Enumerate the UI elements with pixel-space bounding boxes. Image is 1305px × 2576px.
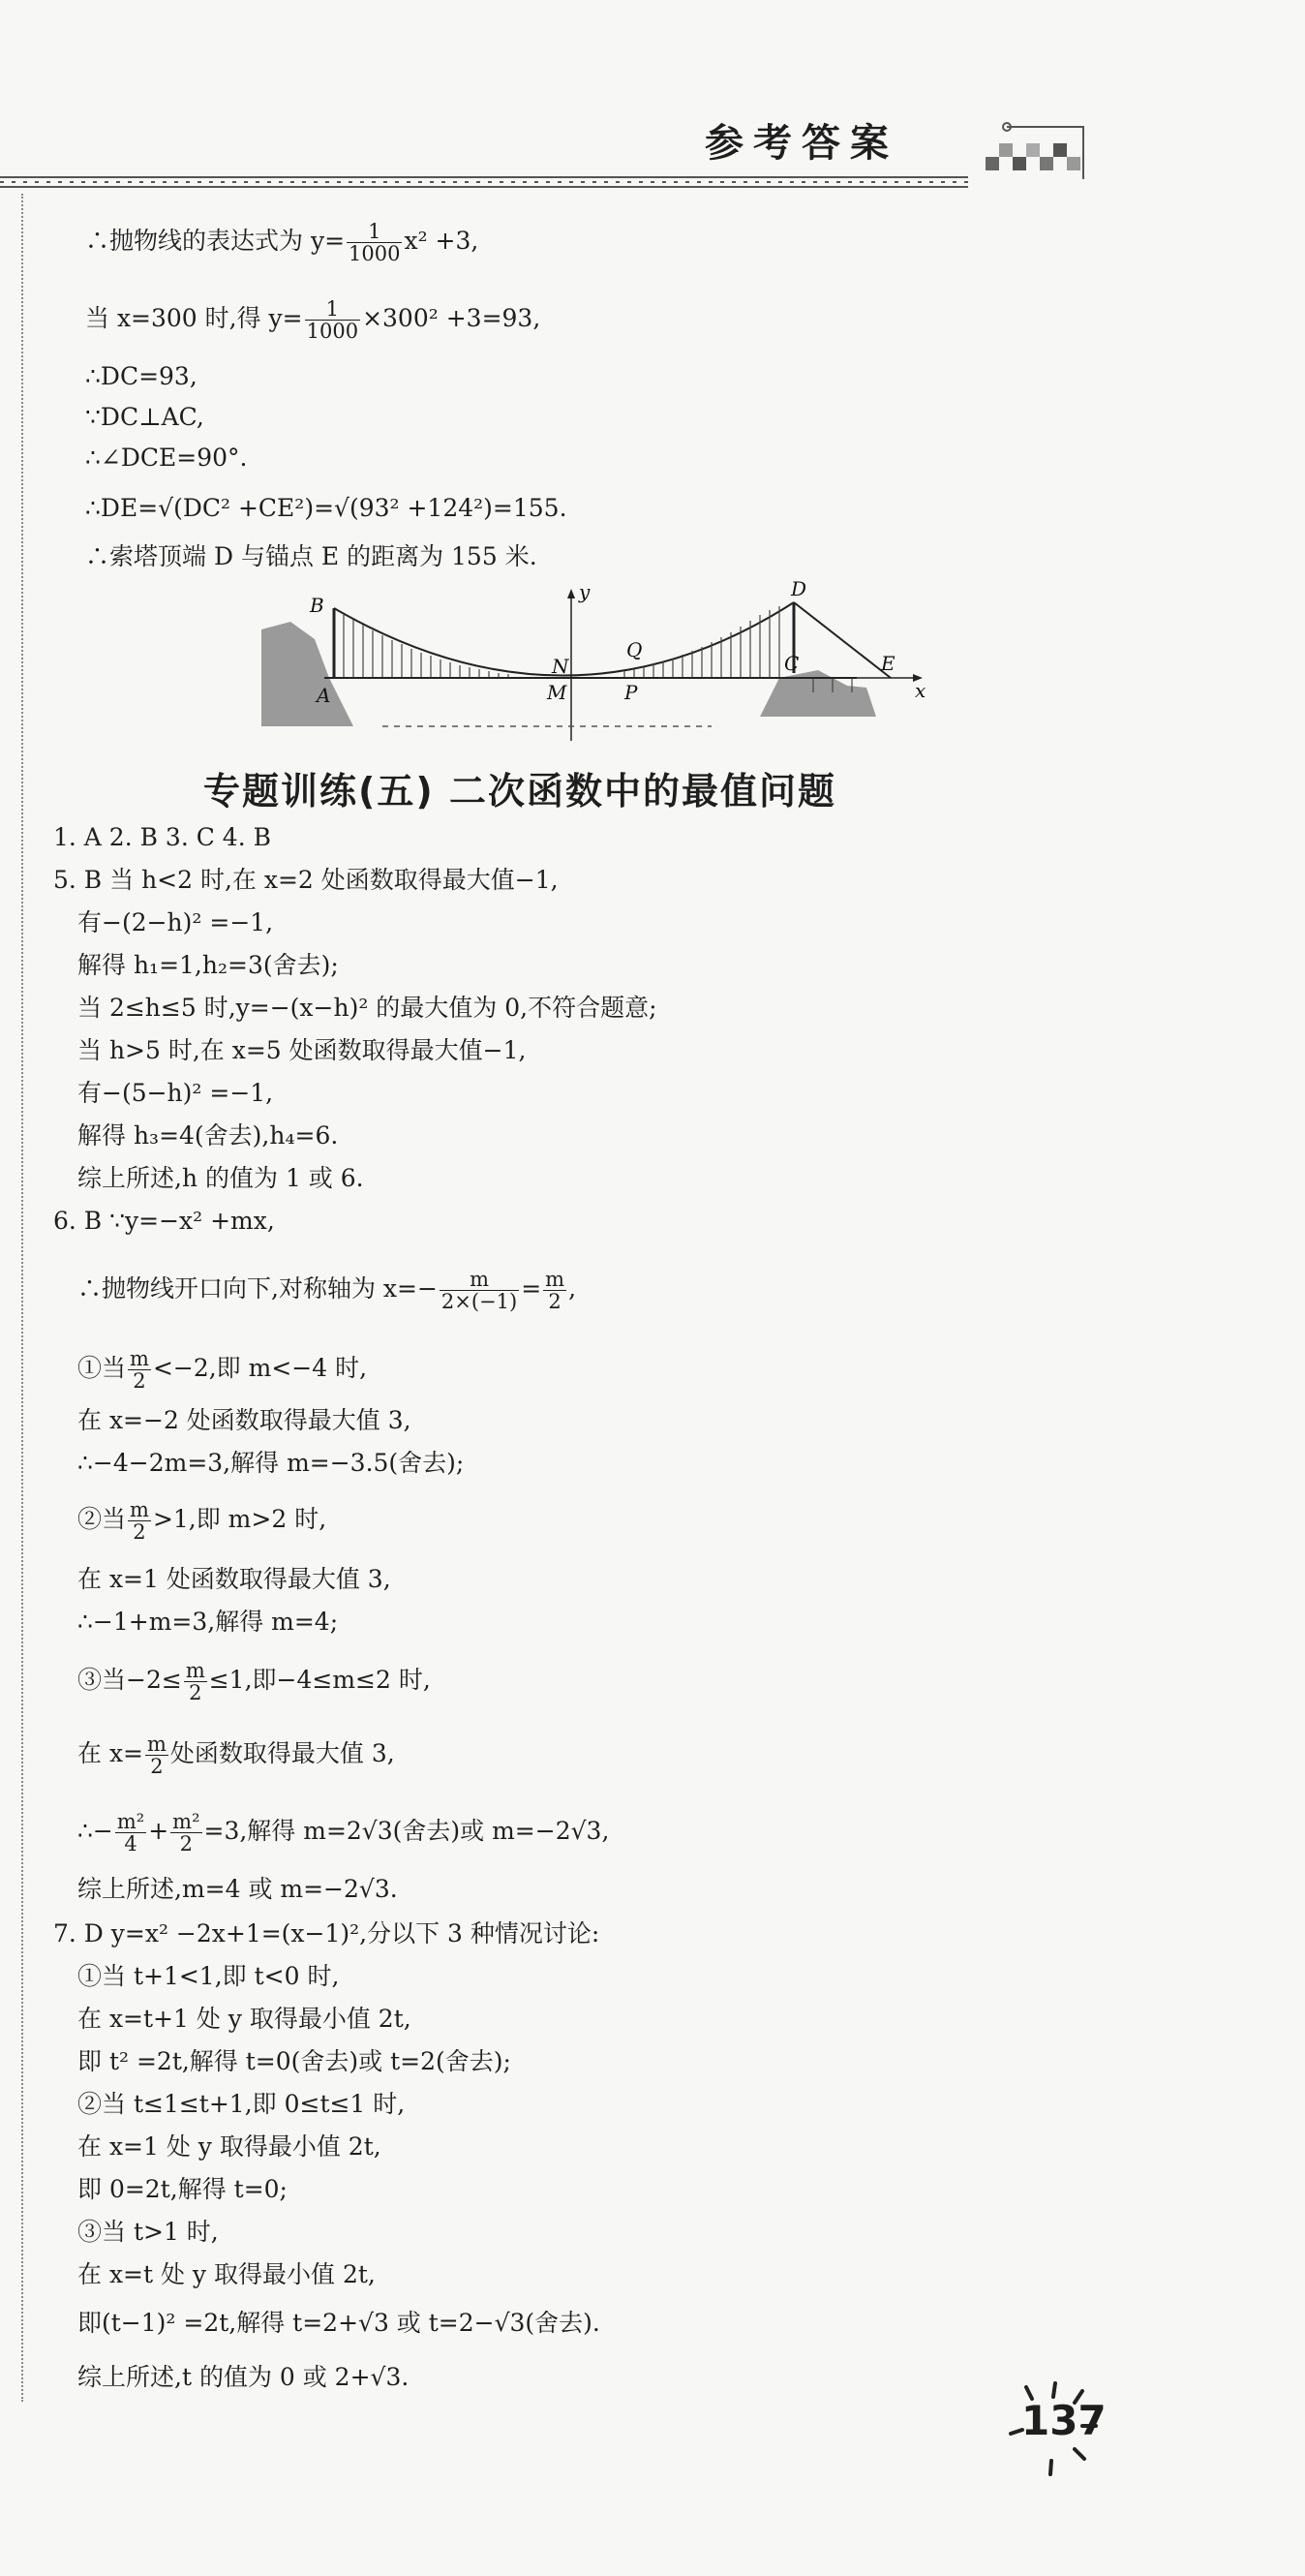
answer-5-line-8: 综上所述,h 的值为 1 或 6. [77,1164,364,1192]
answer-7-line-10: 即(t−1)² =2t,解得 t=2+√3 或 t=2−√3(舍去). [77,2309,600,2337]
answer-7-line-5: ②当 t≤1≤t+1,即 0≤t≤1 时, [77,2090,406,2118]
page-number: 137 [1021,2397,1107,2444]
label-n: N [552,655,569,678]
label-a: A [317,684,331,707]
answer-7-line-3: 在 x=t+1 处 y 取得最小值 2t, [77,2005,411,2033]
answer-6-line-9: ③当−2≤ $\frac{m}{2}$ ≤1,即−4≤m≤2 时, [77,1659,431,1704]
answer-6-line-5: ∴−4−2m=3,解得 m=−3.5(舍去); [77,1449,465,1477]
left-margin-dots [21,194,23,2402]
label-y: y [579,581,591,603]
answer-1-4: 1. A 2. B 3. C 4. B [53,823,271,851]
top-line-7: ∴索塔顶端 D 与锚点 E 的距离为 155 米. [85,542,537,570]
section-title: 专题训练(五) 二次函数中的最值问题 [203,770,836,813]
answer-6-line-1: 6. B ∵y=−x² +mx, [53,1207,275,1235]
label-p: P [624,681,638,704]
answer-7-line-4: 即 t² =2t,解得 t=0(舍去)或 t=2(舍去); [77,2047,511,2075]
answer-6-line-4: 在 x=−2 处函数取得最大值 3, [77,1406,411,1434]
answer-5-line-1: 5. B 当 h<2 时,在 x=2 处函数取得最大值−1, [53,866,559,894]
header-title: 参考答案 [705,120,898,166]
label-d: D [791,581,807,600]
answer-7-line-11: 综上所述,t 的值为 0 或 2+√3. [77,2363,410,2391]
label-c: C [784,652,800,675]
answer-5-line-4: 当 2≤h≤5 时,y=−(x−h)² 的最大值为 0,不符合题意; [77,994,657,1022]
top-line-5: ∴∠DCE=90°. [85,444,248,472]
answer-5-line-2: 有−(2−h)² =−1, [77,908,274,936]
answer-5-line-6: 有−(5−h)² =−1, [77,1079,274,1107]
bridge-figure [257,581,934,751]
label-q: Q [626,638,643,661]
answer-7-line-9: 在 x=t 处 y 取得最小值 2t, [77,2260,376,2288]
top-line-6: ∴DE=√(DC² +CE²)=√(93² +124²)=155. [85,494,567,522]
top-line-4: ∵DC⊥AC, [85,403,204,431]
answer-5-line-3: 解得 h₁=1,h₂=3(舍去); [77,951,339,979]
answer-6-line-8: ∴−1+m=3,解得 m=4; [77,1608,339,1636]
answer-7-line-1: 7. D y=x² −2x+1=(x−1)²,分以下 3 种情况讨论: [53,1919,600,1947]
answer-7-line-6: 在 x=1 处 y 取得最小值 2t, [77,2132,381,2161]
label-e: E [881,652,895,675]
answer-6-line-11: ∴− $\frac{\text{m²}}{4}$ + $\frac{\text{m²}}{2}$ =3,解得 m=2√3(舍去)或 m=−2√3, [77,1810,610,1855]
label-b: B [310,594,324,617]
answer-7-line-8: ③当 t>1 时, [77,2218,219,2246]
label-m: M [547,681,567,704]
top-line-2: 当 x=300 时,得 y= $\frac{1}{1000}$ ×300² +3=93, [85,297,541,343]
checker-decoration-icon [978,118,1094,186]
answer-5-line-7: 解得 h₃=4(舍去),h₄=6. [77,1121,339,1150]
answer-6-line-3: ①当 $\frac{m}{2}$ <−2,即 m<−4 时, [77,1347,368,1393]
answer-6-line-6: ②当 $\frac{m}{2}$ >1,即 m>2 时, [77,1498,327,1544]
answer-5-line-5: 当 h>5 时,在 x=5 处函数取得最大值−1, [77,1036,527,1064]
answer-6-line-2: ∴抛物线开口向下,对称轴为 x=− $\frac{m}{2\times(-1)}$ = $\frac{m}{2}$ , [77,1268,577,1313]
answer-7-line-7: 即 0=2t,解得 t=0; [77,2175,288,2203]
top-line-1: ∴抛物线的表达式为 y= $\frac{1}{1000}$ x² +3, [85,220,479,265]
label-x: x [915,679,926,702]
top-line-3: ∴DC=93, [85,362,197,390]
answer-6-line-12: 综上所述,m=4 或 m=−2√3. [77,1875,398,1903]
answer-7-line-2: ①当 t+1<1,即 t<0 时, [77,1962,340,1990]
answer-6-line-7: 在 x=1 处函数取得最大值 3, [77,1565,391,1593]
header-dotted-rule [0,176,968,188]
answer-6-line-10: 在 x= $\frac{m}{2}$ 处函数取得最大值 3, [77,1733,395,1778]
